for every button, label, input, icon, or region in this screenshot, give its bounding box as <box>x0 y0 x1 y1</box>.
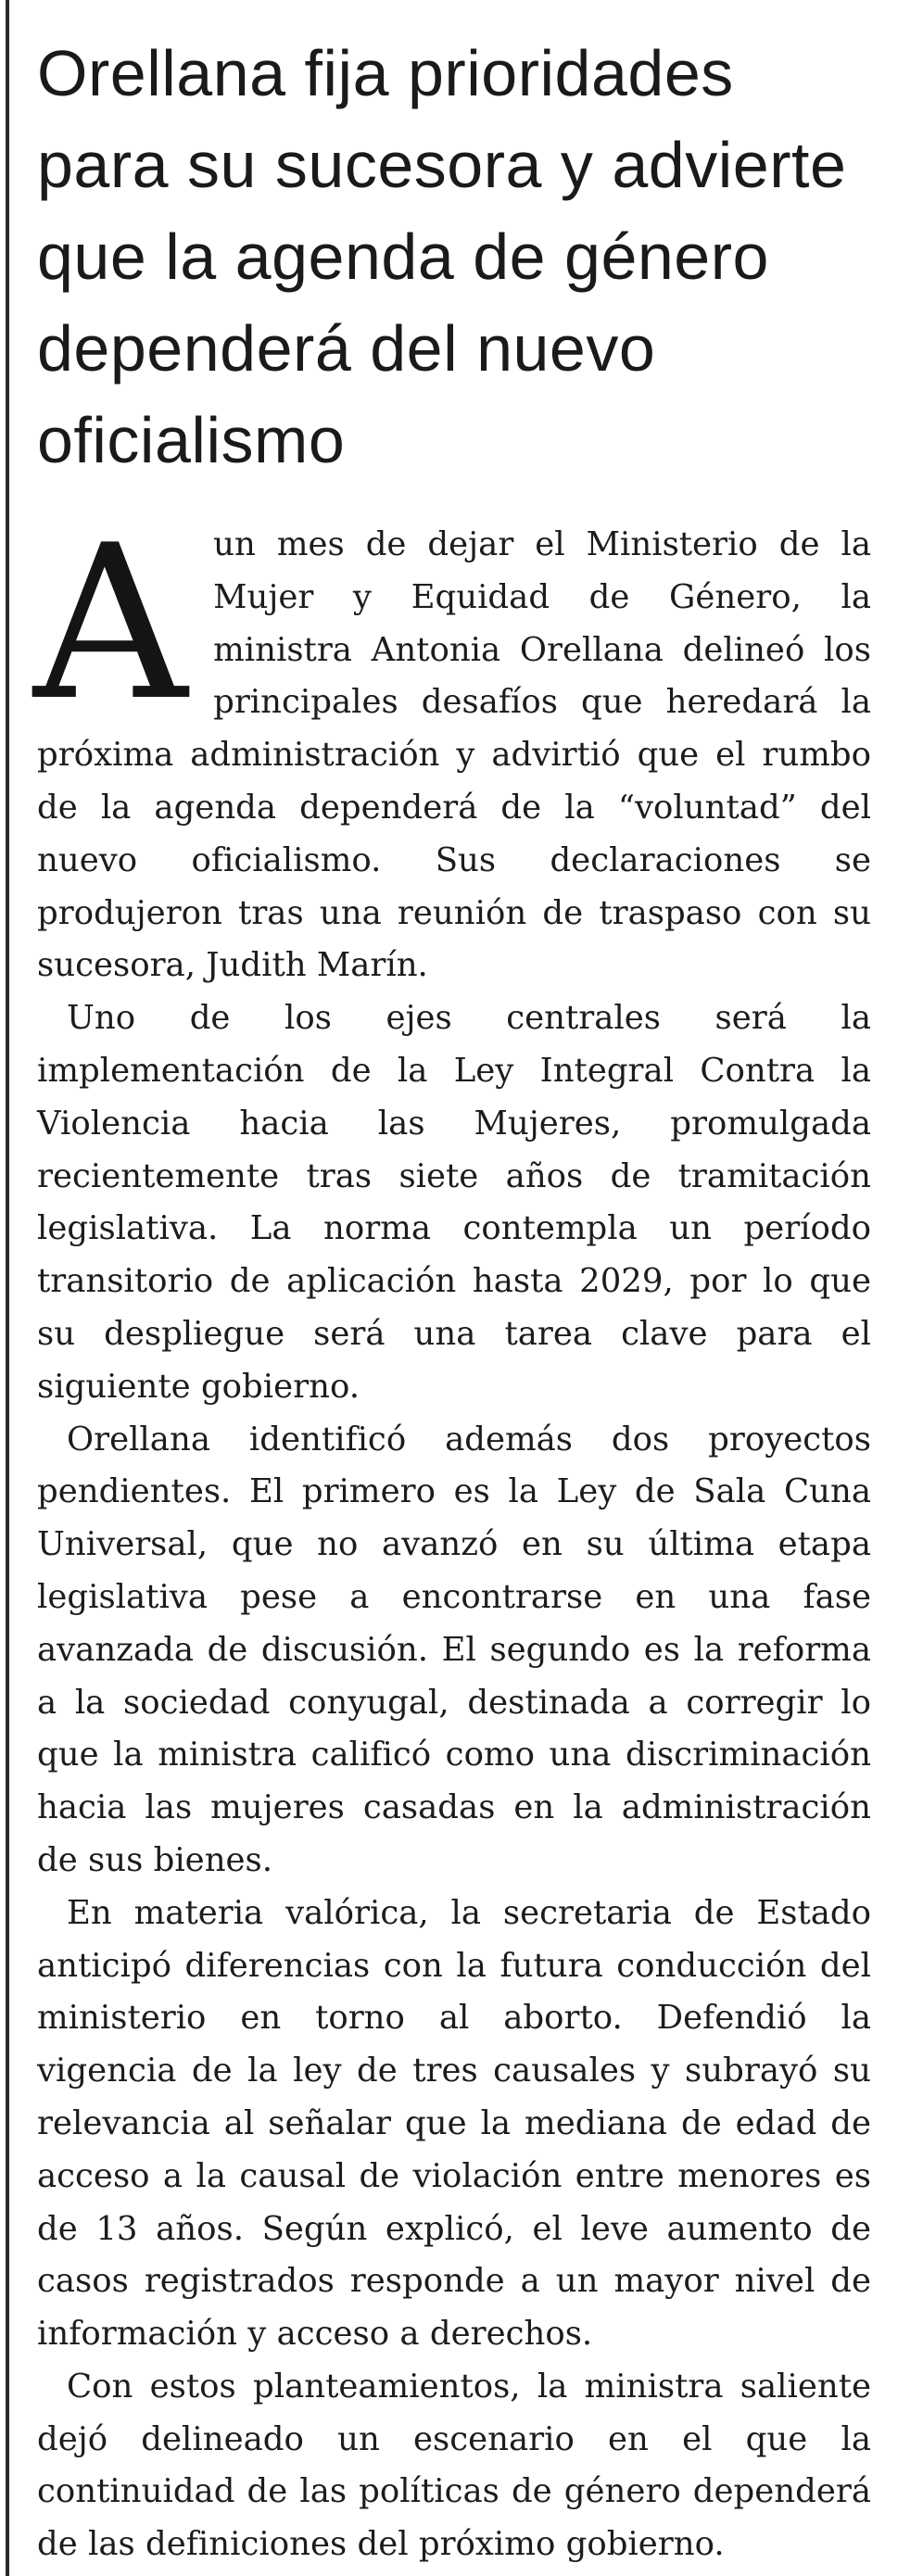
article-headline: Orellana fija prioridades para su sucesora y advierte que la agenda de género dependerá del nuevo oficialismo <box>37 37 847 476</box>
paragraph-1-text: un mes de dejar el Ministerio de la Mujer y Equidad de Género, la ministra Antonia Orellana delineó los principales desafíos que heredará la próxima administración y advirtió que el rumbo de la agenda dependerá de la “voluntad” del nuevo oficialismo. Sus declaraciones se produjeron tras una reunión de traspaso con su sucesora, Judith Marín. <box>37 525 871 985</box>
article-paragraph-3: Orellana identificó además dos proyectos pendientes. El primero es la Ley de Sala Cuna Universal, que no avanzó en su última etapa legislativa pese a encontrarse en una fase avanzada de discusión. El segundo es la reforma a la sociedad conyugal, destinada a corregir lo que la ministra calificó como una discriminación hacia las mujeres casadas en la administración de sus bienes. <box>37 1420 871 1879</box>
article-paragraph-1 <box>33 500 871 992</box>
article-body <box>33 500 871 2571</box>
article-paragraph-4: En materia valórica, la secretaria de Estado anticipó diferencias con la futura conducción del ministerio en torno al aborto. Defendió la vigencia de la ley de tres causales y subrayó su relevancia al señalar que la mediana de edad de acceso a la causal de violación entre menores es de 13 años. Según explicó, el leve aumento de casos registrados responde a un mayor nivel de información y acceso a derechos. <box>37 1893 871 2354</box>
article-paragraph-5: Con estos planteamientos, la ministra saliente dejó delineado un escenario en el que la continuidad de las políticas de género dependerá de las definiciones del próximo gobierno. <box>37 2367 871 2564</box>
drop-cap: A <box>33 500 188 748</box>
news-article <box>33 28 871 2571</box>
article-paragraph-2: Uno de los ejes centrales será la implementación de la Ley Integral Contra la Violencia hacia las Mujeres, promulgada recientemente tras siete años de tramitación legislativa. La norma contempla un período transitorio de aplicación hasta 2029, por lo que su despliegue será una tarea clave para el siguiente gobierno. <box>37 999 871 1406</box>
page-left-border <box>6 0 9 2576</box>
